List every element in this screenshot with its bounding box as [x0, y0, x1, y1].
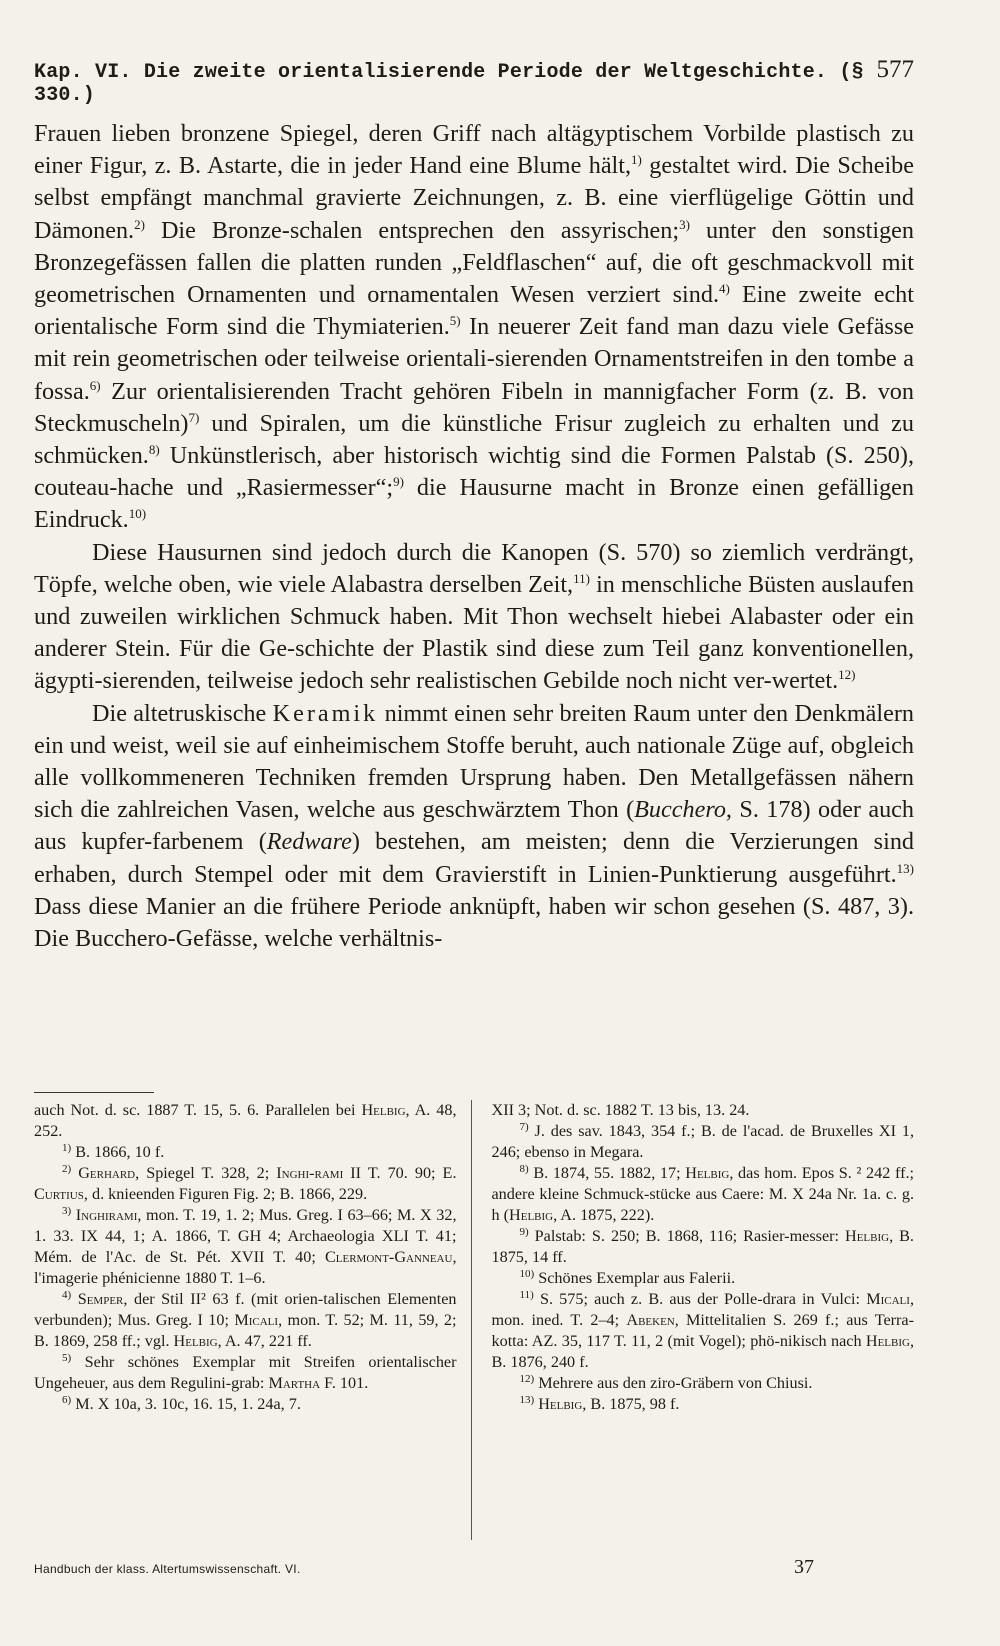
author-name: Helbig	[361, 1101, 406, 1119]
text-run: Unkünstlerisch, aber historisch wichtig sind die Formen Palstab (S. 250), couteau-hache und „Rasiermesser“;	[34, 442, 914, 502]
footnote-ref[interactable]: 3)	[679, 216, 690, 232]
text-run: , Mittelitalien S. 269 f.; aus Terra-kotta: AZ. 35, 117 T. 11, 2 (mit Vogel); phö-nikisch nach	[491, 1311, 915, 1350]
footnote-continuation: XII 3; Not. d. sc. 1882 T. 13 bis, 13. 24.	[491, 1101, 750, 1119]
author-name: Helbig	[538, 1395, 583, 1413]
footnote-ref[interactable]: 1)	[631, 152, 642, 168]
text-run: in menschliche Büsten auslaufen und zuweilen wirklichen Schmuck haben. Mit Thon wechselt hiebei Alabaster oder ein anderer Stein. Für die Ge-schichte der Plastik sind diese zum Teil ganz konventionellen, ägypti-sierenden, teilweise jedoch sehr realistischen Gebilde noch nicht ver-wertet.	[34, 570, 914, 695]
footnote-mark: 13)	[519, 1394, 535, 1406]
footnote-4	[34, 1289, 457, 1352]
text-run: , B. 1876, 240 f.	[491, 1332, 914, 1371]
footnote-mark: 10)	[519, 1268, 535, 1280]
author-name: Helbig	[173, 1332, 218, 1350]
text-run: Mehrere aus den ziro-Gräbern von Chiusi.	[534, 1374, 813, 1392]
footnote-ref[interactable]: 7)	[188, 409, 200, 425]
text-run: B. 1866, 10 f.	[71, 1143, 165, 1161]
text-run: , A. 47, 221 ff.	[217, 1332, 312, 1350]
author-name: Helbig	[845, 1227, 890, 1245]
text-run: In neuerer Zeit fand man dazu viele Gefässe mit rein geometrischen oder teilweise orientali-sierenden Ornamentstreifen in den tombe a fossa.	[34, 313, 914, 405]
text-run: Die altetruskische	[92, 699, 273, 727]
footnote-mark: 6)	[62, 1394, 72, 1406]
text-run: Zur orientalisierenden Tracht gehören Fibeln in mannigfacher Form (z. B. von Steckmuscheln)	[34, 377, 914, 437]
text-run: , A. 48, 252.	[34, 1101, 457, 1140]
signature-mark: 37	[794, 1556, 814, 1578]
author-name: Inghi-rami	[276, 1164, 344, 1182]
footnote-2	[34, 1163, 457, 1205]
footnote-mark: 5)	[62, 1352, 72, 1364]
author-name: Clermont-Ganneau	[324, 1248, 453, 1266]
footnote-mark: 9)	[519, 1226, 529, 1238]
footnote-ref[interactable]: 5)	[449, 313, 461, 329]
footnote-13	[492, 1394, 915, 1415]
footnote-11	[492, 1289, 915, 1373]
footnote-mark: 4)	[62, 1289, 72, 1301]
footnote-7	[492, 1121, 915, 1163]
footnote-ref[interactable]: 8)	[148, 442, 160, 458]
author-name: Gerhard	[78, 1164, 136, 1182]
text-run: Eine zweite echt orientalische Form sind die Thymiaterien.	[34, 281, 914, 341]
footnote-ref[interactable]: 13)	[896, 860, 914, 876]
footnote-continuation	[34, 1100, 457, 1142]
author-name: Micali	[866, 1290, 910, 1308]
footnote-mark: 7)	[519, 1121, 529, 1133]
footnotes-left-column	[34, 1100, 472, 1540]
text-run: , Spiegel T. 328, 2;	[135, 1164, 277, 1182]
author-name: Abeken	[626, 1311, 675, 1329]
footnote-ref[interactable]: 6)	[89, 377, 101, 393]
footnote-5	[34, 1352, 457, 1394]
text-run: S. 178) oder auch aus kupfer-farbenem (	[34, 796, 914, 856]
footnote-12	[492, 1373, 915, 1394]
text-run: , das hom. Epos S. ² 242 ff.; andere kleine Schmuck-stücke aus Caere: M. X 24a Nr. 1a. c. g. h (	[491, 1164, 914, 1224]
text-run: Frauen lieben bronzene Spiegel, deren Griff nach altägyptischem Vorbilde plastisch zu einer Figur, z. B. Astarte, die in jeder Hand eine Blume hält,	[34, 120, 914, 180]
text-run: , mon. ined. T. 2–4;	[491, 1290, 914, 1329]
text-run: B. 1874, 55. 1882, 17;	[528, 1164, 686, 1182]
spaced-term: Keramik	[272, 699, 379, 727]
paragraph-hausurnen	[34, 537, 914, 698]
footnote-mark: 2)	[62, 1163, 72, 1175]
author-name: Semper	[77, 1290, 124, 1308]
text-run: , mon. T. 19, 1. 2; Mus. Greg. I 63–66; M. X 32, 1. 33. IX 44, 1; A. 1866, T. GH 4; Archaeologia XLI T. 41; Mém. de l'Ac. de St. Pét. XVII T. 40;	[34, 1206, 457, 1266]
text-run: , l'imagerie phénicienne 1880 T. 1–6.	[34, 1248, 457, 1287]
footnote-rule	[34, 1092, 154, 1093]
author-name: Micali	[234, 1311, 279, 1329]
page-footer	[34, 1556, 854, 1584]
footnote-mark: 8)	[519, 1163, 529, 1175]
text-run: , mon. T. 52; M. 11, 59, 2; B. 1869, 258 ff.; vgl.	[34, 1311, 457, 1350]
italic-term: Redware	[266, 828, 352, 856]
footnote-8	[492, 1163, 915, 1226]
main-text	[34, 118, 914, 955]
italic-term: Bucchero,	[634, 796, 732, 824]
footnote-ref[interactable]: 10)	[128, 506, 147, 522]
text-run: Diese Hausurnen sind jedoch durch die Kanopen (S. 570) so ziemlich verdrängt, Töpfe, welche oben, wie viele Alabastra derselben Zeit,	[34, 538, 914, 598]
paragraph-bronzes	[34, 118, 914, 537]
footnote-ref[interactable]: 2)	[134, 216, 145, 232]
text-run: unter den sonstigen Bronzegefässen fallen die platten runden „Feldflaschen“ auf, die oft geschmackvoll mit geometrischen Ornamenten und ornamentalen Wesen verziert sind.	[34, 216, 915, 309]
text-run: F. 101.	[320, 1374, 369, 1392]
text-run: gestaltet wird. Die Scheibe selbst empfängt manchmal gravierte Zeichnungen, z. B. eine vierflügelige Göttin und Dämonen.	[34, 152, 914, 244]
text-run: auch Not. d. sc. 1887 T. 15, 5. 6. Parallelen bei	[34, 1101, 362, 1119]
text-run: Die Bronze-schalen entsprechen den assyrischen;	[144, 216, 680, 244]
author-name: Martha	[268, 1374, 321, 1392]
author-name: Curtius	[34, 1185, 84, 1203]
footnotes	[34, 1100, 914, 1540]
author-name: Helbig	[685, 1164, 730, 1182]
running-title: Kap. VI. Die zweite orientalisierende Periode der Weltgeschichte. (§ 330.)	[34, 61, 864, 107]
footnote-10	[492, 1268, 915, 1289]
footnote-ref[interactable]: 9)	[393, 474, 404, 490]
text-run: J. des sav. 1843, 354 f.; B. de l'acad. de Bruxelles XI 1, 246; ebenso in Megara.	[491, 1122, 914, 1161]
footnote-mark: 11)	[519, 1289, 534, 1301]
text-run: , B. 1875, 98 f.	[582, 1395, 680, 1413]
footnote-mark: 3)	[62, 1205, 72, 1217]
footnote-mark: 1)	[62, 1142, 72, 1154]
page-header	[34, 56, 914, 107]
text-run: und Spiralen, um die künstliche Frisur zugleich zu erhalten und zu schmücken.	[34, 409, 914, 470]
footnote-ref[interactable]: 4)	[719, 281, 730, 297]
text-run: S. 575; auch z. B. aus der Polle-drara in Vulci:	[533, 1290, 867, 1308]
footnote-mark: 12)	[519, 1373, 535, 1385]
footnote-1	[34, 1142, 457, 1163]
text-run: die Hausurne macht in Bronze einen gefälligen Eindruck.	[34, 474, 915, 534]
author-name: Inghirami	[75, 1206, 138, 1224]
author-name: Helbig	[509, 1206, 554, 1224]
paragraph-keramik	[34, 698, 914, 956]
footnote-ref[interactable]: 11)	[573, 570, 590, 586]
text-run: , B. 1875, 14 ff.	[491, 1227, 914, 1266]
page-number: 577	[876, 56, 914, 83]
text-run: nimmt einen sehr breiten Raum unter den Denkmälern ein und weist, weil sie auf einheimischem Stoffe beruht, auch nationale Züge auf, obgleich alle vollkommeneren Techniken fremden Ursprung haben. Den Metallgefässen nähern sich die zahlreichen Vasen, welche aus geschwärztem Thon (	[34, 699, 914, 824]
text-run: Schönes Exemplar aus Falerii.	[534, 1269, 736, 1287]
text-run: , der Stil II² 63 f. (mit orien-talischen Elementen verbunden); Mus. Greg. I 10;	[34, 1290, 457, 1329]
author-name: Helbig	[865, 1332, 910, 1350]
footnote-6	[34, 1394, 457, 1415]
text-run: Dass diese Manier an die frühere Periode anknüpft, haben wir schon gesehen (S. 487, 3). Die Bucchero-Gefässe, welche verhältnis-	[34, 892, 914, 953]
text-run: Palstab: S. 250; B. 1868, 116; Rasier-messer:	[528, 1227, 846, 1245]
text-run: II T. 70. 90; E.	[343, 1164, 457, 1182]
text-run: Sehr schönes Exemplar mit Streifen orientalischer Ungeheuer, aus dem Regulini-grab:	[34, 1353, 457, 1392]
text-run: ) bestehen, am meisten; denn die Verzierungen sind erhaben, durch Stempel oder mit dem Gravierstift in Linien-Punktierung ausgeführt.	[34, 828, 915, 888]
footnote-ref[interactable]: 12)	[838, 667, 856, 683]
footnote-3	[34, 1205, 457, 1289]
footnotes-right-column	[492, 1100, 915, 1540]
text-run: M. X 10a, 3. 10c, 16. 15, 1. 24a, 7.	[71, 1395, 301, 1413]
footnote-9	[492, 1226, 915, 1268]
text-run: , d. knieenden Figuren Fig. 2; B. 1866, 229.	[83, 1185, 368, 1203]
text-run: , A. 1875, 222).	[553, 1206, 655, 1224]
series-imprint: Handbuch der klass. Altertumswissenschaft. VI.	[34, 1562, 301, 1576]
